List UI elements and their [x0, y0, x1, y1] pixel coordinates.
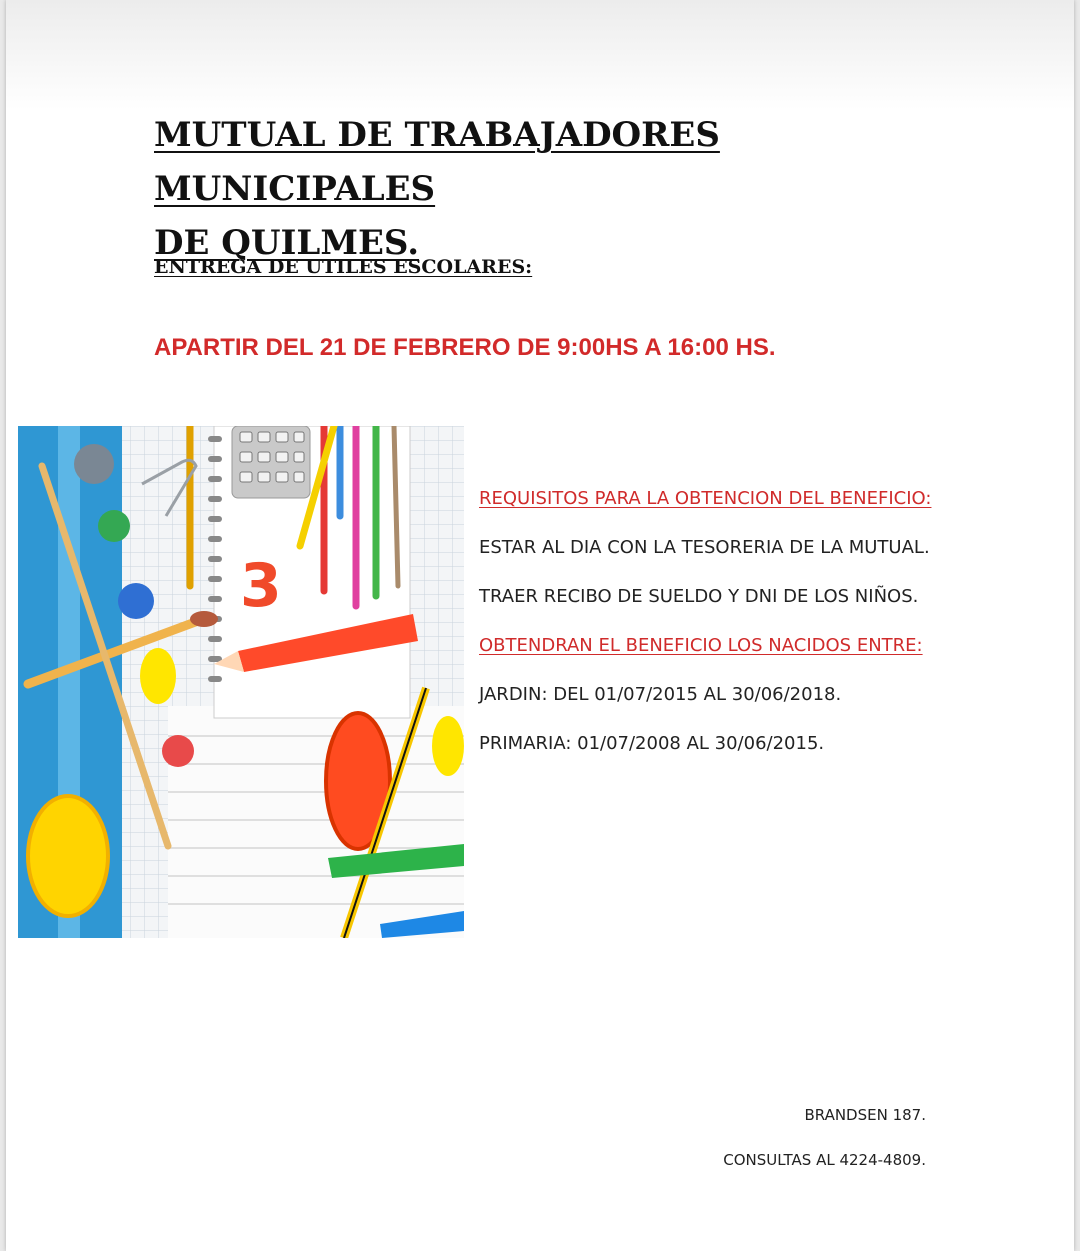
- document-title: [154, 108, 954, 270]
- requirement-item-2: TRAER RECIBO DE SUELDO Y DNI DE LOS NIÑOS.: [479, 586, 919, 607]
- address-text: BRANDSEN 187.: [804, 1106, 926, 1124]
- eligibility-primaria: PRIMARIA: 01/07/2008 AL 30/06/2015.: [479, 733, 825, 754]
- svg-text:3: 3: [240, 551, 282, 621]
- eligibility-jardin: JARDIN: DEL 01/07/2015 AL 30/06/2018.: [479, 684, 842, 705]
- requirements-section: [479, 482, 949, 776]
- eligibility-heading: OBTENDRAN EL BENEFICIO LOS NACIDOS ENTRE:: [479, 635, 923, 656]
- title-line-2: DE QUILMES.: [154, 223, 420, 263]
- document-subtitle: ENTREGA DE UTILES ESCOLARES:: [154, 256, 533, 278]
- title-line-1: MUTUAL DE TRABAJADORES MUNICIPALES: [154, 115, 720, 209]
- requirements-heading: REQUISITOS PARA LA OBTENCION DEL BENEFICIO:: [479, 488, 932, 509]
- delivery-date-line: APARTIR DEL 21 DE FEBRERO DE 9:00HS A 16:00 HS.: [154, 334, 776, 361]
- requirement-item-1: ESTAR AL DIA CON LA TESORERIA DE LA MUTUAL.: [479, 537, 930, 558]
- contact-phone-text: CONSULTAS AL 4224-4809.: [723, 1151, 926, 1169]
- school-supplies-illustration: [18, 426, 464, 938]
- document-page: [6, 0, 1074, 1251]
